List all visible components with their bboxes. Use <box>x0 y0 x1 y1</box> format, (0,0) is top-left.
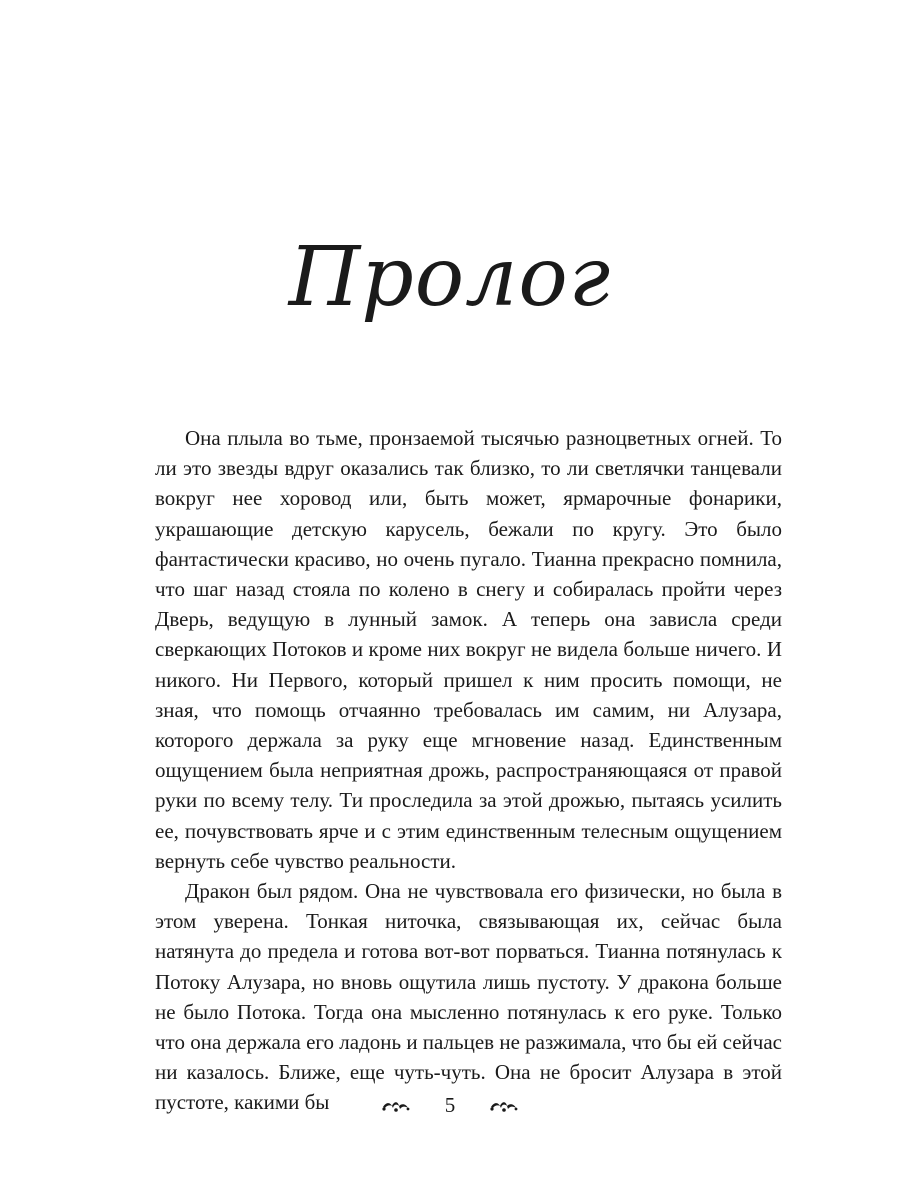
paragraph: Дракон был рядом. Она не чувствовала его физически, но была в этом уверена. Тонкая ниточка, связывающая их, сейчас была натянута до предела и готова вот-вот порваться. Тианна потянулась к Потоку Алузара, но вновь ощутила лишь пустоту. У дракона больше не было Потока. Тогда она мысленно потянулась к его руке. Только что она держала его ладонь и пальцев не разжимала, что бы ей сейчас ни казалось. Ближе, еще чуть-чуть. Она не бросит Алузара в этой пустоте, какими бы <box>155 879 782 1115</box>
floral-ornament-icon <box>489 1098 519 1114</box>
chapter-title: Пролог <box>288 230 612 325</box>
page-footer <box>0 1093 900 1118</box>
paragraph: Она плыла во тьме, пронзаемой тысячью разноцветных огней. То ли это звезды вдруг оказались так близко, то ли светлячки танцевали вокруг нее хоровод или, быть может, ярмарочные фонарики, украшающие детскую карусель, бежали по кругу. Это было фантастически красиво, но очень пугало. Тианна прекрасно помнила, что шаг назад стояла по колено в снегу и собиралась пройти через Дверь, ведущую в лунный замок. А теперь она зависла среди сверкающих Потоков и кроме них вокруг не видела больше ничего. И никого. Ни Первого, который пришел к ним просить помощи, не зная, что помощь отчаянно требовалась им самим, ни Алузара, которого держала за руку еще мгновение назад. Единственным ощущением была неприятная дрожь, распространяющаяся от правой руки по всему телу. Ти проследила за этой дрожью, пытаясь усилить ее, почувствовать ярче и с этим единственным телесным ощущением вернуть себе чувство реальности. <box>155 426 782 873</box>
page-number: 5 <box>444 1093 456 1117</box>
floral-ornament-icon <box>381 1098 411 1114</box>
chapter-body <box>155 423 782 1118</box>
